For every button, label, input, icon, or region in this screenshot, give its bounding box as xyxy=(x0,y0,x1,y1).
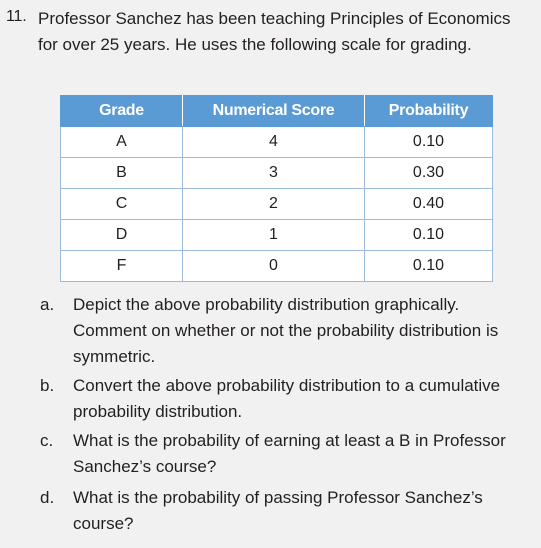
header-grade: Grade xyxy=(61,96,183,127)
cell-score: 1 xyxy=(183,220,365,251)
part-letter: b. xyxy=(40,376,55,395)
grading-scale-table-container xyxy=(60,95,492,282)
cell-grade: F xyxy=(61,251,183,282)
table-row xyxy=(61,127,493,158)
header-probability: Probability xyxy=(365,96,493,127)
table-row xyxy=(61,189,493,220)
cell-score: 4 xyxy=(183,127,365,158)
question-parts xyxy=(38,292,528,540)
part-text: Depict the above probability distribution graphically. Comment on whether or not the probability distribution is symmetric. xyxy=(73,295,499,366)
part-text: Convert the above probability distribution to a cumulative probability distribution. xyxy=(73,376,501,421)
question-stem: Professor Sanchez has been teaching Principles of Economics for over 25 years. He uses the following scale for grading. xyxy=(38,9,511,54)
cell-grade: D xyxy=(61,220,183,251)
table-row xyxy=(61,220,493,251)
cell-probability: 0.10 xyxy=(365,127,493,158)
part-letter: a. xyxy=(40,295,55,314)
part-a xyxy=(38,292,528,370)
part-b xyxy=(38,373,528,425)
cell-score: 2 xyxy=(183,189,365,220)
cell-score: 0 xyxy=(183,251,365,282)
part-letter: d. xyxy=(40,488,55,507)
table-row xyxy=(61,251,493,282)
cell-probability: 0.40 xyxy=(365,189,493,220)
cell-grade: C xyxy=(61,189,183,220)
cell-probability: 0.10 xyxy=(365,251,493,282)
grading-scale-table xyxy=(60,95,493,282)
table-row xyxy=(61,158,493,189)
part-text: What is the probability of passing Professor Sanchez’s course? xyxy=(73,488,483,533)
question-number: 11. xyxy=(6,8,27,25)
cell-grade: A xyxy=(61,127,183,158)
part-text: What is the probability of earning at least a B in Professor Sanchez’s course? xyxy=(73,431,506,476)
part-c xyxy=(38,428,528,480)
cell-probability: 0.10 xyxy=(365,220,493,251)
part-letter: c. xyxy=(40,431,54,450)
header-numerical-score: Numerical Score xyxy=(183,96,365,127)
part-d xyxy=(38,485,528,537)
cell-score: 3 xyxy=(183,158,365,189)
table-header-row xyxy=(61,96,493,127)
cell-probability: 0.30 xyxy=(365,158,493,189)
cell-grade: B xyxy=(61,158,183,189)
